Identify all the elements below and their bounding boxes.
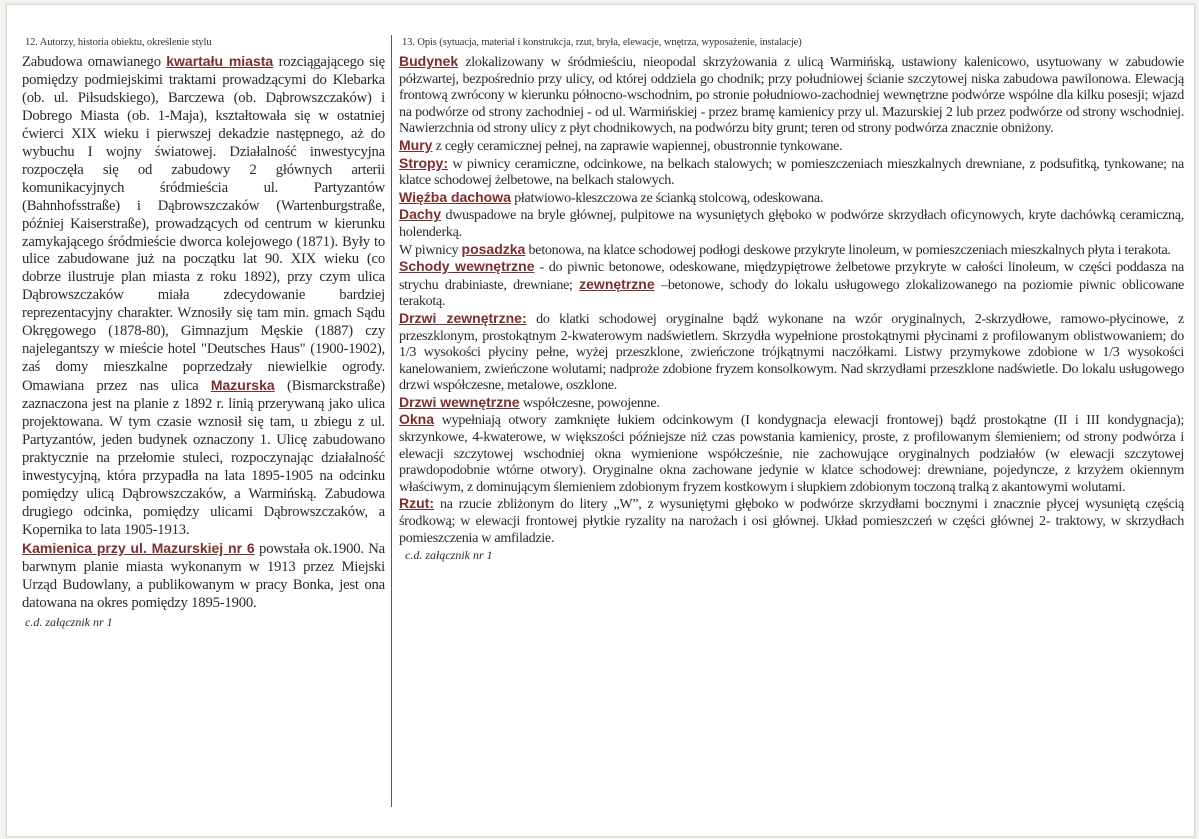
posadzka-intro: W piwnicy	[399, 241, 462, 258]
drzwi-wewnetrzne-text: współczesne, powojenne.	[519, 394, 660, 411]
keyword-budynek: Budynek	[399, 53, 459, 69]
posadzka-text: betonowa, na klatce schodowej podłogi deskowe przykryte linoleum, w pomieszczeniach mieszkalnych płyta i terakota.	[525, 241, 1171, 258]
keyword-posadzka: posadzka	[461, 240, 526, 257]
history-text-part3: powstała ok.1900. Na barwnym planie miasta wykonanym w 1913 przez Miejski Urząd Budowlany, a publikowanym w pracy Bonka, jest ona datowana na okres pomiędzy 1895-1900.	[22, 540, 385, 611]
para-stropy	[399, 155, 1184, 189]
keyword-mazurska: Mazurska	[210, 377, 275, 394]
drzwi-zewnetrzne-text: do klatki schodowej oryginalne bądź wykonane na wzór oryginalnych, 2-skrzydłowe, ramowo-płycinowe, z przeszklonym, prostokątnym 2-kwaterowym nadświetlem. Skrzydła wypełnione prostokątnymi płycinami z profilowanym oblistwowaniem; do 1/3 wysokości płyciny pełne, wyżej przeszklone, zwieńczone trójkątnymi naczółkami. Listwy przymykowe zdobione w 1/3 wysokości kanelowaniem, zwieńczone wolutami; nadproże zdobione fryzem konsolkowym. Nad skrzydłami przeszklone nadświetle. Do lokalu usługowego drzwi współczesne, metalowe, oszklone.	[399, 310, 1184, 394]
keyword-kamienica: Kamienica przy ul. Mazurskiej nr 6	[22, 539, 255, 556]
para-wiezba	[399, 189, 1184, 207]
keyword-stropy: Stropy:	[399, 154, 448, 171]
para-drzwi-wewnetrzne	[399, 394, 1184, 412]
keyword-rzut: Rzut:	[399, 495, 434, 512]
wiezba-text: płatwiowo-kleszczowa ze ścianką stolcową, odeskowana.	[510, 189, 824, 206]
para-dachy	[399, 206, 1184, 240]
para-rzut	[399, 495, 1184, 546]
attachment-note-right: c.d. załącznik nr 1	[405, 548, 493, 563]
record-card	[6, 4, 1195, 837]
para-okna	[399, 411, 1184, 495]
stropy-text: w piwnicy ceramiczne, odcinkowe, na belkach stalowych; w pomieszczeniach mieszkalnych drewniane, z podsufitką, tynkowane; na klatce schodowej żelbetowe, na belkach stalowych.	[399, 155, 1184, 189]
description-text	[399, 53, 1184, 546]
keyword-zewnetrzne: zewnętrzne	[579, 275, 655, 292]
keyword-wiezba: Więźba dachowa	[399, 188, 511, 205]
keyword-schody-wewnetrzne: Schody wewnętrzne	[399, 258, 535, 275]
okna-text: wypełniają otwory zamknięte łukiem odcinkowym (I kondygnacja elewacji frontowej) bądź prostokątne (II i III kondygnacja); skrzynkowe, 4-kwaterowe, w większości późniejsze niż czas powstania kamienicy, proste, z profilowanym ślemieniem; od strony podwórza i elewacji szczytowej wschodniej okna wymienione współcześnie, nie zachowujące oryginalnych podziałów (w elewacji szczytowej prawdopodobnie wtórne otwory). Oryginalne okna zachowane jedynie w klatce schodowej: drewniane, pojedyncze, z krzyżem okiennym właściwym, z dominującym ślemieniem zdobionym fryzem kostkowym i słupkiem zdobionym toczoną tralką z akantowymi wolutami.	[399, 412, 1184, 495]
description-column	[399, 37, 1184, 563]
history-intro: Zabudowa omawianego	[22, 54, 167, 70]
zewnetrzne-text: –betonowe, schody do lokalu usługowego zlokalizowanego na poziomie piwnic oblicowane terakotą.	[399, 276, 1184, 310]
para-mury	[399, 137, 1184, 155]
history-text	[19, 53, 385, 613]
keyword-drzwi-zewnetrzne: Drzwi zewnętrzne:	[399, 309, 527, 326]
keyword-drzwi-wewnetrzne: Drzwi wewnętrzne	[399, 393, 520, 410]
column-divider	[391, 35, 392, 807]
rzut-text: na rzucie zbliżonym do litery „W”, z wysuniętymi głęboko w podwórze skrzydłami bocznymi i znacznie płycej wysuniętą częścią środkową; w elewacji frontowej płytkie ryzality na narożach i osi głównej. Układ pomieszczeń w części głównej 2- traktowy, w skrzydłach pomieszczenia w amfiladzie.	[399, 496, 1184, 546]
para-schody	[399, 258, 1184, 310]
history-text-part1: rozciągającego się pomiędzy podmiejskimi traktami prowadzącymi do Klebarka (ob. ul. Piłsudskiego), Barczewa (ob. Dąbrowszczaków) i Dobrego Miasta (ob. 1-Maja), kształtowała się w ostatniej ćwierci XIX wieku i pierwszej dekadzie następnego, aż do wybuchu I wojny światowej. Działalność inwestycyjna rozpoczęła się od zabudowy 2 głównych arterii komunikacyjnych śródmieścia ul. Partyzantów (Bahnhofsstraße) i Dąbrowszczaków (Wartenburgstraße, później Kaiserstraße), prowadzących od centrum w kierunku zamykającego śródmieście dworca kolejowego (1871). Były to ulice zabudowane już na początku lat 90. XIX wieku (co dobrze ilustruje plan miasta z roku 1892), przy czym ulica Dąbrowszczaków miała zdecydowanie bardziej reprezentacyjny charakter. Wznosiły się tam min. gmach Sądu Okręgowego (1878-80), Gimnazjum Męskie (1887) czy najelegantszy w mieście hotel "Deutsches Haus" (1900-1902), zaś domy mieszkalne poprzedzały niewielkie ogrody. Omawiana przez nas ulica	[22, 54, 385, 395]
budynek-text: zlokalizowany w śródmieściu, nieopodal skrzyżowania z ulicą Warmińską, ustawiony kalenicowo, usytuowany w zabudowie półzwartej, bezpośrednio przy ulicy, od której oddziela go chodnik; przy południowej ścianie szczytowej niska zabudowa pawilonowa. Elewacją frontową zwrócony w kierunku północno-wschodnim, po stronie południowo-zachodniej wewnętrzne podwórze wspólne dla kilku posesji; wjazd na podwórze od strony zachodniej - od ul. Warmińskiej - przez bramę kamienicy przy ul. Mazurskiej 2 lub przez podwórze od strony wschodniej. Nawierzchnia od strony ulicy z płyt chodnikowych, na podwórzu bity grunt; teren od strony podwórza znacznie obniżony.	[399, 54, 1184, 137]
keyword-kwartal-miasta: kwartału miasta	[166, 53, 274, 69]
keyword-mury: Mury	[399, 136, 433, 153]
dachy-text: dwuspadowe na bryle głównej, pulpitowe na wysuniętych głęboko w podwórze skrzydłach oficynowych, kryte dachówką ceramiczną, holenderką.	[399, 207, 1184, 240]
mury-text: z cegły ceramicznej pełnej, na zaprawie wapiennej, obustronnie tynkowane.	[432, 137, 843, 154]
section-13-header: 13. Opis (sytuacja, materiał i konstrukcja, rzut, bryła, elewacje, wnętrza, wyposażenie, instalacje)	[402, 37, 802, 48]
attachment-note-left: c.d. załącznik nr 1	[25, 614, 113, 629]
history-column	[19, 37, 385, 630]
schody-text: - do piwnic betonowe, odeskowane, międzypiętrowe żelbetowe przykryte w całości linoleum, w części poddasza na strychu drabiniaste, drewniane;	[399, 259, 1184, 293]
history-text-part2: (Bismarckstraße) zaznaczona jest na planie z 1892 r. linią przerywaną jako ulica projektowana. W tym czasie wznosił się tam, u zbiegu z ul. Partyzantów, jeden budynek oznaczony 1. Ulicę zabudowano praktycznie na przełomie stuleci, rozpoczynając działalność inwestycyjną, która przypadła na lata 1895-1905 na odcinku pomiędzy ulicą Dąbrowszczaków, a Warmińską. Zabudowa drugiego odcinka, pomiędzy ulicami Dąbrowszczaków, a Kopernika to lata 1905-1913.	[22, 378, 385, 538]
keyword-okna: Okna	[399, 411, 435, 428]
section-12-header: 12. Autorzy, historia obiektu, określenie stylu	[25, 37, 212, 48]
para-posadzka	[399, 241, 1184, 259]
keyword-dachy: Dachy	[399, 206, 442, 223]
para-budynek	[399, 53, 1184, 137]
para-drzwi-zewnetrzne	[399, 310, 1184, 394]
